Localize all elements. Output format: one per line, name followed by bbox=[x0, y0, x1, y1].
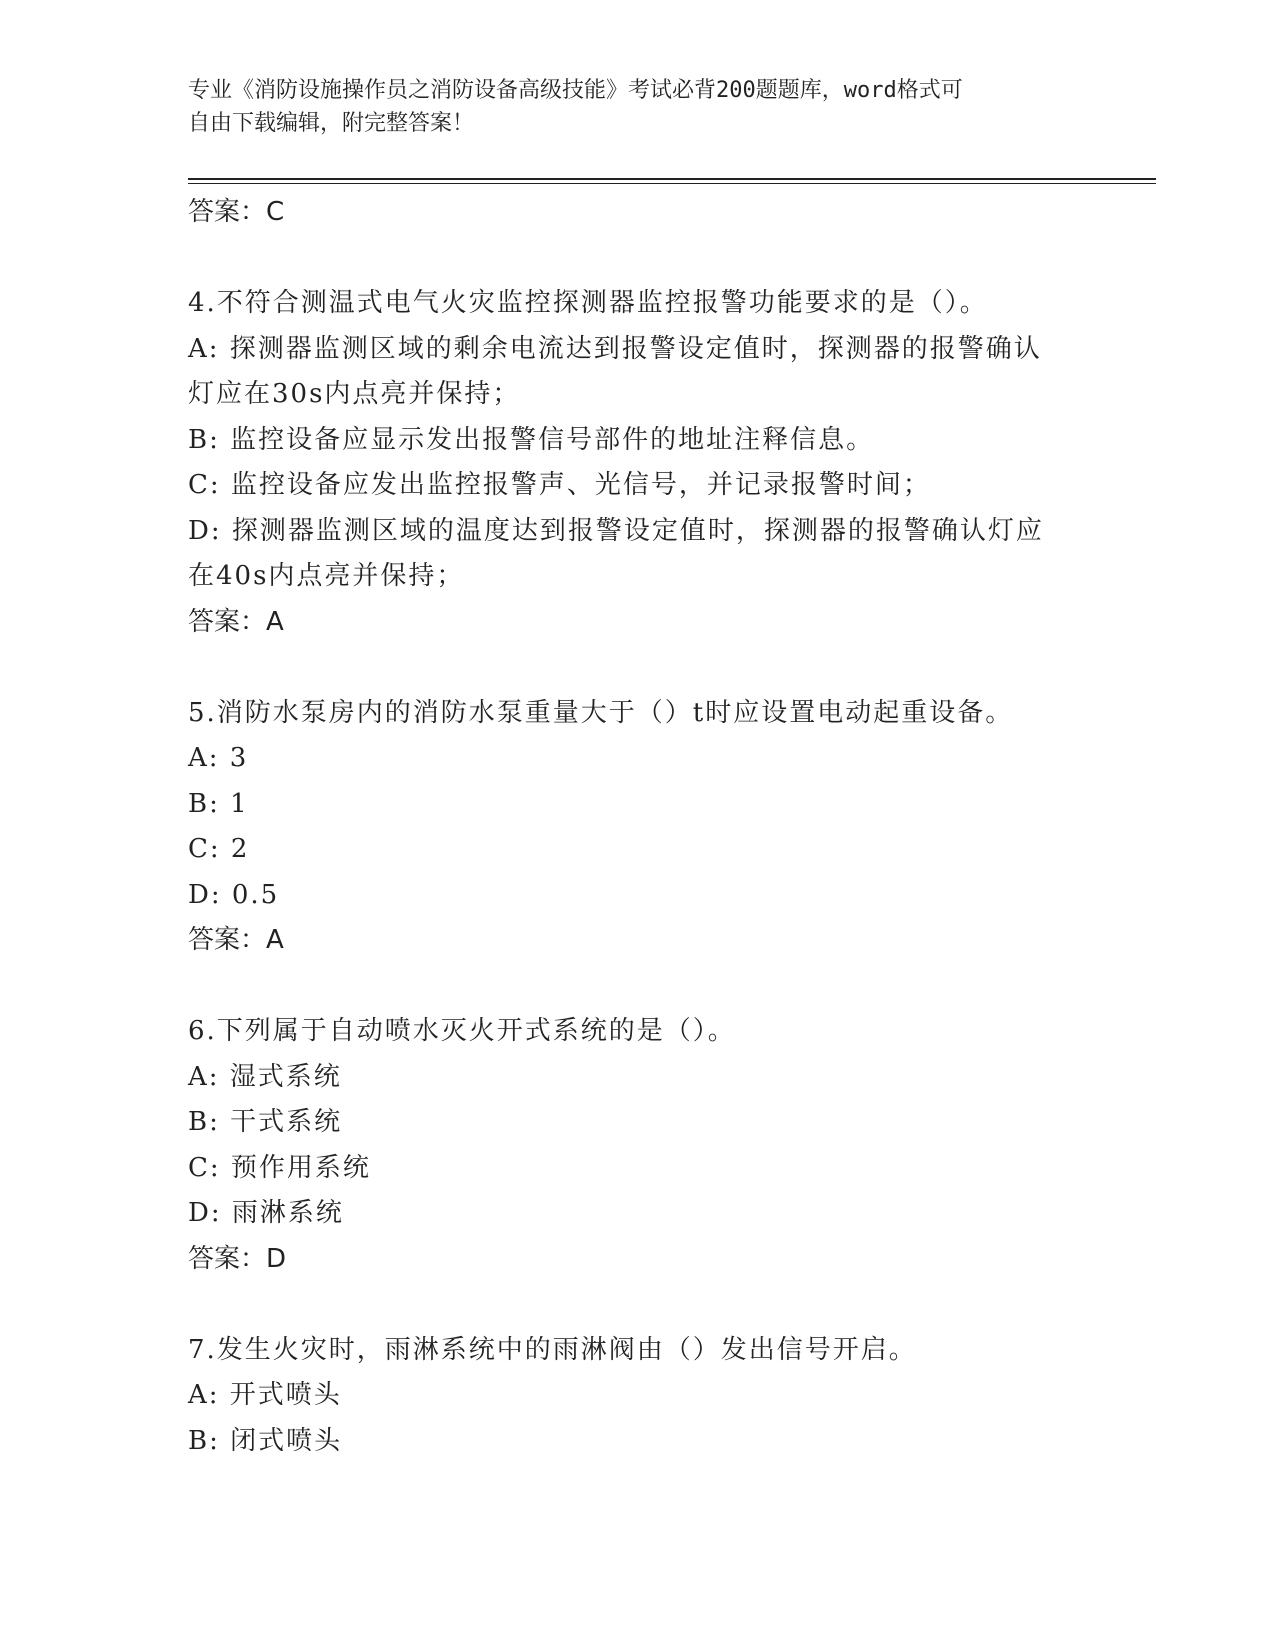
page-header bbox=[188, 74, 1088, 140]
option-a: A: 湿式系统 bbox=[188, 1061, 342, 1092]
answer-label: 答案：A bbox=[188, 925, 284, 955]
header-line-1: 专业《消防设施操作员之消防设备高级技能》考试必背200题题库，word格式可 bbox=[188, 78, 963, 103]
answer-label: 答案：C bbox=[188, 197, 285, 227]
option-d: D: 探测器监测区域的温度达到报警设定值时，探测器的报警确认灯应 bbox=[188, 515, 1044, 546]
option-b: B: 1 bbox=[188, 788, 249, 819]
option-a: A: 探测器监测区域的剩余电流达到报警设定值时，探测器的报警确认 bbox=[188, 333, 1042, 364]
question-block bbox=[188, 281, 1088, 645]
answer-label: 答案：A bbox=[188, 606, 284, 637]
option-d: D: 0.5 bbox=[188, 879, 280, 910]
document-body bbox=[188, 190, 1088, 1464]
header-divider-thick bbox=[188, 178, 1156, 180]
option-a-continued: 灯应在30s内点亮并保持； bbox=[188, 379, 521, 409]
option-c: C: 监控设备应发出监控报警声、光信号，并记录报警时间； bbox=[188, 470, 931, 500]
question-block bbox=[188, 1009, 1088, 1282]
option-b: B: 监控设备应显示发出报警信号部件的地址注释信息。 bbox=[188, 424, 875, 455]
question-text: 5.消防水泵房内的消防水泵重量大于（）t时应设置电动起重设备。 bbox=[188, 697, 1014, 728]
header-line-2: 自由下载编辑，附完整答案！ bbox=[188, 111, 475, 136]
option-c: C: 2 bbox=[188, 834, 250, 864]
option-a: A: 3 bbox=[188, 743, 249, 773]
option-a: A: 开式喷头 bbox=[188, 1380, 342, 1410]
question-block bbox=[188, 691, 1088, 964]
header-divider-thin bbox=[188, 183, 1156, 184]
question-block bbox=[188, 1328, 1088, 1465]
option-c: C: 预作用系统 bbox=[188, 1152, 371, 1183]
option-b: B: 闭式喷头 bbox=[188, 1425, 343, 1456]
option-d: D: 雨淋系统 bbox=[188, 1198, 344, 1228]
question-text: 7.发生火灾时，雨淋系统中的雨淋阀由（）发出信号开启。 bbox=[188, 1334, 917, 1365]
question-text: 4.不符合测温式电气火灾监控探测器监控报警功能要求的是（）。 bbox=[188, 288, 988, 318]
option-d-continued: 在40s内点亮并保持； bbox=[188, 561, 465, 591]
option-b: B: 干式系统 bbox=[188, 1107, 343, 1137]
question-text: 6.下列属于自动喷水灭火开式系统的是（）。 bbox=[188, 1016, 736, 1046]
answer-label: 答案：D bbox=[188, 1243, 287, 1274]
